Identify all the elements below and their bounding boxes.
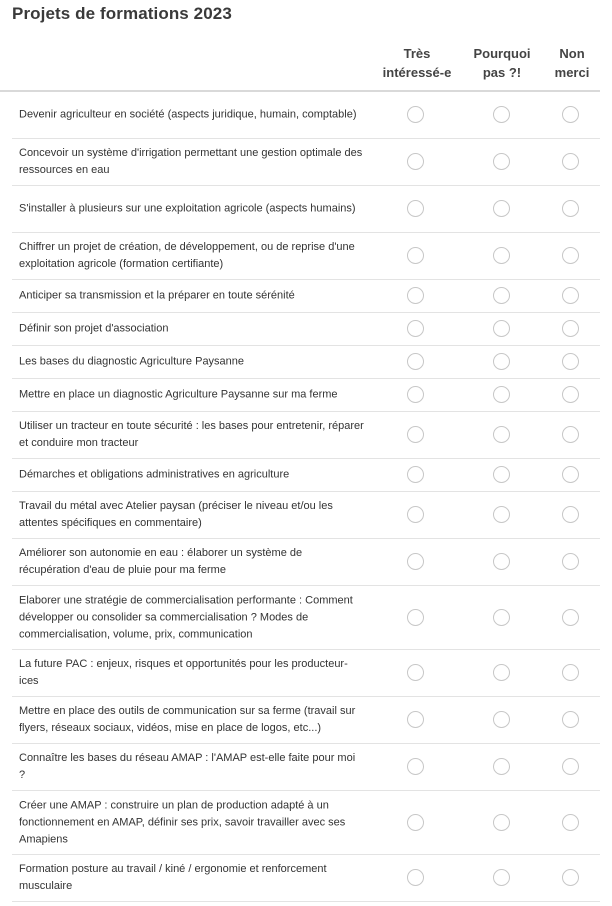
radio-pourquoi-pas[interactable]	[493, 466, 510, 483]
grid-row	[12, 586, 600, 650]
column-header-line: intéressé-e	[382, 65, 452, 80]
radio-pourquoi-pas[interactable]	[493, 106, 510, 123]
grid-row	[12, 346, 600, 379]
radio-tres-interesse[interactable]	[407, 711, 424, 728]
grid-row	[12, 313, 600, 346]
radio-tres-interesse[interactable]	[407, 320, 424, 337]
radio-tres-interesse[interactable]	[407, 153, 424, 170]
radio-pourquoi-pas[interactable]	[493, 353, 510, 370]
radio-pourquoi-pas[interactable]	[493, 426, 510, 443]
grid-row	[12, 92, 600, 139]
radio-non-merci[interactable]	[562, 287, 579, 304]
radio-tres-interesse[interactable]	[407, 247, 424, 264]
grid-row	[12, 539, 600, 586]
radio-non-merci[interactable]	[562, 247, 579, 264]
radio-pourquoi-pas[interactable]	[493, 247, 510, 264]
radio-non-merci[interactable]	[562, 506, 579, 523]
row-label: Anticiper sa transmission et la préparer en toute sérénité	[19, 289, 295, 302]
row-label: Utiliser un tracteur en toute sécurité : les bases pour entretenir, réparer et conduire mon tracteur	[19, 420, 364, 449]
radio-tres-interesse[interactable]	[407, 664, 424, 681]
radio-pourquoi-pas[interactable]	[493, 609, 510, 626]
column-header-line: Pourquoi	[473, 46, 531, 61]
radio-non-merci[interactable]	[562, 386, 579, 403]
radio-tres-interesse[interactable]	[407, 353, 424, 370]
row-label: Elaborer une stratégie de commercialisation performante : Comment développer ou consolider sa commercialisation ? Modes de commercialisation, volume, prix, communication	[19, 594, 353, 640]
column-header-line: merci	[554, 65, 590, 80]
radio-non-merci[interactable]	[562, 426, 579, 443]
grid-row	[12, 492, 600, 539]
radio-non-merci[interactable]	[562, 609, 579, 626]
radio-pourquoi-pas[interactable]	[493, 386, 510, 403]
column-header-non-merci	[545, 44, 599, 82]
radio-pourquoi-pas[interactable]	[493, 711, 510, 728]
radio-tres-interesse[interactable]	[407, 287, 424, 304]
radio-pourquoi-pas[interactable]	[493, 553, 510, 570]
radio-tres-interesse[interactable]	[407, 553, 424, 570]
radio-non-merci[interactable]	[562, 320, 579, 337]
radio-pourquoi-pas[interactable]	[493, 200, 510, 217]
row-label: Mettre en place des outils de communication sur sa ferme (travail sur flyers, réseaux sociaux, vidéos, mise en place de logos, etc...)	[19, 705, 356, 734]
radio-pourquoi-pas[interactable]	[493, 506, 510, 523]
grid-row	[12, 412, 600, 459]
radio-non-merci[interactable]	[562, 153, 579, 170]
row-label: Démarches et obligations administratives en agriculture	[19, 468, 290, 481]
column-header-row	[0, 44, 600, 92]
row-label: Créer une AMAP : construire un plan de production adapté à un fonctionnement en AMAP, définir ses prix, savoir travailler avec ses Amapiens	[19, 799, 346, 845]
question-grid	[12, 92, 600, 902]
radio-pourquoi-pas[interactable]	[493, 814, 510, 831]
row-label: S'installer à plusieurs sur une exploitation agricole (aspects humains)	[19, 202, 356, 215]
radio-non-merci[interactable]	[562, 869, 579, 886]
grid-row	[12, 139, 600, 186]
row-label: Connaître les bases du réseau AMAP : l'AMAP est-elle faite pour moi ?	[19, 752, 356, 781]
grid-row	[12, 459, 600, 492]
row-label: Les bases du diagnostic Agriculture Paysanne	[19, 355, 245, 368]
row-label: Définir son projet d'association	[19, 322, 169, 335]
row-label: Améliorer son autonomie en eau : élaborer un système de récupération d'eau de pluie pour ma ferme	[19, 547, 303, 576]
row-label: Devenir agriculteur en société (aspects juridique, humain, comptable)	[19, 108, 357, 121]
row-label: Concevoir un système d'irrigation permettant une gestion optimale des ressources en eau	[19, 147, 363, 176]
grid-row	[12, 186, 600, 233]
radio-tres-interesse[interactable]	[407, 814, 424, 831]
grid-row	[12, 650, 600, 697]
page-title: Projets de formations 2023	[12, 4, 232, 23]
radio-pourquoi-pas[interactable]	[493, 287, 510, 304]
radio-pourquoi-pas[interactable]	[493, 153, 510, 170]
grid-row	[12, 791, 600, 855]
radio-non-merci[interactable]	[562, 466, 579, 483]
radio-non-merci[interactable]	[562, 814, 579, 831]
radio-tres-interesse[interactable]	[407, 426, 424, 443]
radio-tres-interesse[interactable]	[407, 200, 424, 217]
grid-row	[12, 744, 600, 791]
radio-tres-interesse[interactable]	[407, 106, 424, 123]
grid-row	[12, 280, 600, 313]
row-label: Chiffrer un projet de création, de développement, ou de reprise d'une exploitation agricole (formation certifiante)	[19, 241, 355, 270]
column-header-line: Très	[403, 46, 431, 61]
radio-tres-interesse[interactable]	[407, 506, 424, 523]
column-header-line: pas ?!	[482, 65, 522, 80]
column-header-tres-interesse	[372, 44, 462, 82]
radio-non-merci[interactable]	[562, 200, 579, 217]
row-label: Formation posture au travail / kiné / ergonomie et renforcement musculaire	[19, 863, 327, 892]
radio-non-merci[interactable]	[562, 711, 579, 728]
grid-row	[12, 233, 600, 280]
radio-tres-interesse[interactable]	[407, 758, 424, 775]
radio-non-merci[interactable]	[562, 664, 579, 681]
grid-row	[12, 697, 600, 744]
column-header-line: Non	[559, 46, 585, 61]
radio-non-merci[interactable]	[562, 553, 579, 570]
radio-tres-interesse[interactable]	[407, 609, 424, 626]
radio-pourquoi-pas[interactable]	[493, 758, 510, 775]
radio-tres-interesse[interactable]	[407, 466, 424, 483]
radio-non-merci[interactable]	[562, 353, 579, 370]
row-label: La future PAC : enjeux, risques et opportunités pour les producteur-ices	[19, 658, 348, 687]
radio-non-merci[interactable]	[562, 758, 579, 775]
row-label: Mettre en place un diagnostic Agriculture Paysanne sur ma ferme	[19, 388, 338, 401]
radio-pourquoi-pas[interactable]	[493, 664, 510, 681]
row-label: Travail du métal avec Atelier paysan (préciser le niveau et/ou les attentes spécifiques en commentaire)	[19, 500, 333, 529]
radio-tres-interesse[interactable]	[407, 386, 424, 403]
radio-pourquoi-pas[interactable]	[493, 320, 510, 337]
radio-non-merci[interactable]	[562, 106, 579, 123]
radio-pourquoi-pas[interactable]	[493, 869, 510, 886]
grid-row	[12, 379, 600, 412]
column-header-pourquoi-pas	[466, 44, 538, 82]
grid-row	[12, 855, 600, 902]
radio-tres-interesse[interactable]	[407, 869, 424, 886]
